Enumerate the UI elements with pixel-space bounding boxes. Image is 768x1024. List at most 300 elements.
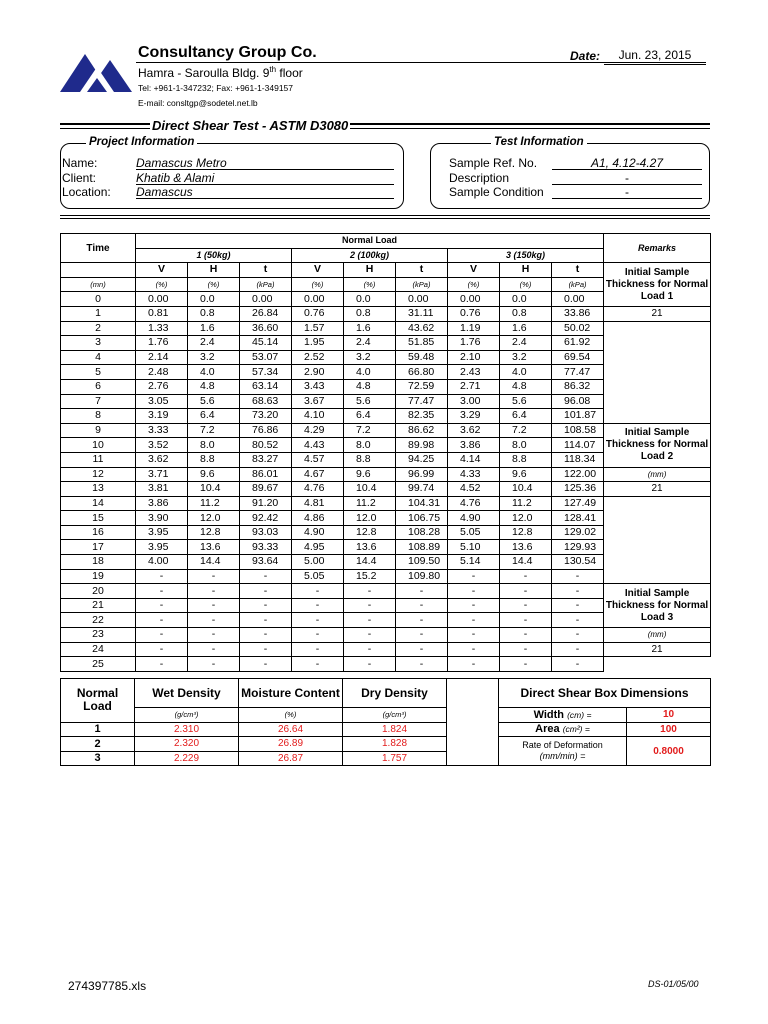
data-cell: 66.80 bbox=[396, 365, 448, 380]
data-cell: 4.0 bbox=[188, 365, 240, 380]
data-cell: 129.02 bbox=[552, 525, 604, 540]
column-unit: (%) bbox=[344, 277, 396, 292]
data-cell: 5.05 bbox=[448, 525, 500, 540]
data-cell: - bbox=[552, 642, 604, 657]
data-cell: 89.98 bbox=[396, 438, 448, 453]
data-cell: 1.33 bbox=[136, 321, 188, 336]
time-cell: 23 bbox=[61, 628, 136, 643]
company-address: Hamra - Saroulla Bldg. 9th floor bbox=[138, 65, 303, 80]
column-letter: V bbox=[136, 263, 188, 278]
data-cell: 4.76 bbox=[292, 482, 344, 497]
data-cell: 7.2 bbox=[344, 423, 396, 438]
data-cell: 2.4 bbox=[500, 336, 552, 351]
data-cell: - bbox=[500, 657, 552, 672]
data-cell: 3.71 bbox=[136, 467, 188, 482]
data-cell: 72.59 bbox=[396, 379, 448, 394]
moisture-value: 26.64 bbox=[239, 722, 343, 737]
data-cell: 4.00 bbox=[136, 555, 188, 570]
time-cell: 17 bbox=[61, 540, 136, 555]
data-cell: 12.8 bbox=[500, 525, 552, 540]
wet-density-value: 2.310 bbox=[135, 722, 239, 737]
density-row bbox=[61, 751, 447, 766]
data-cell: - bbox=[188, 642, 240, 657]
data-cell: - bbox=[136, 628, 188, 643]
data-cell: 5.6 bbox=[188, 394, 240, 409]
data-cell: 0.00 bbox=[396, 292, 448, 307]
wet-density-unit: (g/cm³) bbox=[135, 708, 239, 723]
description-label: Description bbox=[449, 171, 510, 185]
data-cell: 11.2 bbox=[500, 496, 552, 511]
data-cell: 125.36 bbox=[552, 482, 604, 497]
rate-value: 0.8000 bbox=[627, 737, 711, 766]
data-cell: 118.34 bbox=[552, 452, 604, 467]
data-cell: 1.95 bbox=[292, 336, 344, 351]
data-cell: 92.42 bbox=[240, 511, 292, 526]
moisture-value: 26.89 bbox=[239, 737, 343, 752]
time-cell: 12 bbox=[61, 467, 136, 482]
data-cell: 6.4 bbox=[188, 409, 240, 424]
time-header: Time bbox=[61, 234, 136, 263]
data-cell: 96.99 bbox=[396, 467, 448, 482]
data-cell: 108.28 bbox=[396, 525, 448, 540]
data-cell: 3.2 bbox=[500, 350, 552, 365]
test-info-title: Test Information bbox=[491, 136, 587, 148]
data-cell: - bbox=[344, 657, 396, 672]
column-letter: t bbox=[396, 263, 448, 278]
column-unit: (%) bbox=[136, 277, 188, 292]
data-cell: 6.4 bbox=[344, 409, 396, 424]
data-cell: 12.8 bbox=[188, 525, 240, 540]
width-value: 10 bbox=[627, 708, 711, 723]
data-cell: 2.90 bbox=[292, 365, 344, 380]
data-cell: 4.52 bbox=[448, 482, 500, 497]
data-cell: 2.52 bbox=[292, 350, 344, 365]
data-cell: 12.0 bbox=[188, 511, 240, 526]
data-cell: - bbox=[240, 569, 292, 584]
data-cell: 3.05 bbox=[136, 394, 188, 409]
data-cell: 14.4 bbox=[500, 555, 552, 570]
data-cell: 8.0 bbox=[500, 438, 552, 453]
project-info-title: Project Information bbox=[86, 136, 197, 148]
data-cell: 4.76 bbox=[448, 496, 500, 511]
data-cell: 80.52 bbox=[240, 438, 292, 453]
data-cell: - bbox=[396, 598, 448, 613]
time-cell: 7 bbox=[61, 394, 136, 409]
data-cell: - bbox=[448, 613, 500, 628]
time-cell: 14 bbox=[61, 496, 136, 511]
data-cell: 91.20 bbox=[240, 496, 292, 511]
data-cell: 4.33 bbox=[448, 467, 500, 482]
blank-cell bbox=[61, 263, 136, 278]
data-cell: 4.14 bbox=[448, 452, 500, 467]
data-cell: 3.90 bbox=[136, 511, 188, 526]
date-label: Date: bbox=[570, 49, 601, 63]
table-row bbox=[61, 584, 711, 599]
data-cell: 76.86 bbox=[240, 423, 292, 438]
data-cell: 51.85 bbox=[396, 336, 448, 351]
data-cell: 9.6 bbox=[188, 467, 240, 482]
column-unit: (kPa) bbox=[240, 277, 292, 292]
data-cell: - bbox=[188, 598, 240, 613]
column-letter: H bbox=[188, 263, 240, 278]
data-cell: 4.67 bbox=[292, 467, 344, 482]
data-cell: 4.86 bbox=[292, 511, 344, 526]
data-cell: 3.62 bbox=[136, 452, 188, 467]
remark-value-1: 21 bbox=[604, 306, 711, 321]
remark-value-3: 21 bbox=[604, 642, 711, 657]
data-cell: 0.0 bbox=[500, 292, 552, 307]
data-cell: - bbox=[552, 657, 604, 672]
data-cell: - bbox=[344, 598, 396, 613]
data-cell: 86.32 bbox=[552, 379, 604, 394]
data-cell: - bbox=[344, 613, 396, 628]
time-cell: 18 bbox=[61, 555, 136, 570]
table-row bbox=[61, 657, 711, 672]
dry-density-value: 1.828 bbox=[343, 737, 447, 752]
table-row bbox=[61, 482, 711, 497]
data-cell: 4.95 bbox=[292, 540, 344, 555]
column-letter: H bbox=[500, 263, 552, 278]
title-rule-right bbox=[330, 123, 710, 129]
data-cell: 101.87 bbox=[552, 409, 604, 424]
remark-value-2: 21 bbox=[604, 482, 711, 497]
data-cell: 31.11 bbox=[396, 306, 448, 321]
shear-data-table bbox=[60, 233, 711, 672]
data-cell: 2.43 bbox=[448, 365, 500, 380]
data-cell: - bbox=[396, 628, 448, 643]
normal-load-col-header: Normal Load bbox=[61, 679, 135, 723]
moisture-content-header: Moisture Content bbox=[239, 679, 343, 708]
data-cell: - bbox=[188, 657, 240, 672]
data-cell: 3.2 bbox=[344, 350, 396, 365]
data-cell: 129.93 bbox=[552, 540, 604, 555]
data-cell: - bbox=[344, 584, 396, 599]
data-cell: 8.0 bbox=[188, 438, 240, 453]
data-cell: 68.63 bbox=[240, 394, 292, 409]
data-cell: - bbox=[344, 642, 396, 657]
data-cell: - bbox=[136, 657, 188, 672]
company-name: Consultancy Group Co. bbox=[138, 44, 317, 61]
data-cell: 4.57 bbox=[292, 452, 344, 467]
dry-density-value: 1.757 bbox=[343, 751, 447, 766]
data-cell: - bbox=[500, 584, 552, 599]
data-cell: - bbox=[500, 569, 552, 584]
data-cell: 11.2 bbox=[344, 496, 396, 511]
data-cell: 69.54 bbox=[552, 350, 604, 365]
moisture-unit: (%) bbox=[239, 708, 343, 723]
time-cell: 25 bbox=[61, 657, 136, 672]
data-cell: 13.6 bbox=[188, 540, 240, 555]
data-cell: - bbox=[136, 613, 188, 628]
data-cell: - bbox=[500, 642, 552, 657]
data-cell: 4.8 bbox=[344, 379, 396, 394]
data-cell: 2.71 bbox=[448, 379, 500, 394]
data-cell: - bbox=[448, 642, 500, 657]
remark-unit-2: (mm) bbox=[604, 467, 711, 482]
data-cell: 4.8 bbox=[188, 379, 240, 394]
table-row bbox=[61, 423, 711, 438]
data-cell: 2.14 bbox=[136, 350, 188, 365]
data-cell: 7.2 bbox=[188, 423, 240, 438]
time-cell: 2 bbox=[61, 321, 136, 336]
density-load: 1 bbox=[61, 722, 135, 737]
data-cell: 9.6 bbox=[344, 467, 396, 482]
remark-unit-3: (mm) bbox=[604, 628, 711, 643]
company-phone: Tel: +961-1-347232; Fax: +961-1-349157 bbox=[138, 83, 294, 93]
data-cell: 0.0 bbox=[344, 292, 396, 307]
data-cell: 6.4 bbox=[500, 409, 552, 424]
data-cell: 3.95 bbox=[136, 540, 188, 555]
data-cell: 8.8 bbox=[188, 452, 240, 467]
data-cell: 12.0 bbox=[344, 511, 396, 526]
data-cell: - bbox=[188, 569, 240, 584]
time-cell: 1 bbox=[61, 306, 136, 321]
table-row bbox=[61, 467, 711, 482]
data-cell: - bbox=[448, 628, 500, 643]
data-cell: - bbox=[448, 657, 500, 672]
data-cell: 3.00 bbox=[448, 394, 500, 409]
data-cell: 11.2 bbox=[188, 496, 240, 511]
data-cell: - bbox=[136, 569, 188, 584]
dry-density-value: 1.824 bbox=[343, 722, 447, 737]
data-cell: 14.4 bbox=[344, 555, 396, 570]
data-cell: 2.10 bbox=[448, 350, 500, 365]
data-cell: 15.2 bbox=[344, 569, 396, 584]
time-cell: 20 bbox=[61, 584, 136, 599]
column-letter: H bbox=[344, 263, 396, 278]
data-cell: 0.8 bbox=[188, 306, 240, 321]
data-cell: 8.0 bbox=[344, 438, 396, 453]
data-cell: 4.29 bbox=[292, 423, 344, 438]
data-cell: 3.62 bbox=[448, 423, 500, 438]
data-cell: - bbox=[396, 642, 448, 657]
data-cell: 3.2 bbox=[188, 350, 240, 365]
load-1-header: 1 (50kg) bbox=[136, 248, 292, 263]
column-unit: (kPa) bbox=[552, 277, 604, 292]
time-cell: 11 bbox=[61, 452, 136, 467]
data-cell: 9.6 bbox=[500, 467, 552, 482]
column-unit: (kPa) bbox=[396, 277, 448, 292]
time-cell: 19 bbox=[61, 569, 136, 584]
density-row bbox=[61, 722, 447, 737]
data-cell: 14.4 bbox=[188, 555, 240, 570]
table-row bbox=[61, 628, 711, 643]
data-cell: - bbox=[240, 628, 292, 643]
data-cell: 108.89 bbox=[396, 540, 448, 555]
density-load: 3 bbox=[61, 751, 135, 766]
data-cell: 26.84 bbox=[240, 306, 292, 321]
data-cell: - bbox=[240, 642, 292, 657]
data-cell: 36.60 bbox=[240, 321, 292, 336]
data-cell: 89.67 bbox=[240, 482, 292, 497]
data-cell: 0.76 bbox=[292, 306, 344, 321]
data-cell: - bbox=[292, 613, 344, 628]
data-cell: 4.0 bbox=[500, 365, 552, 380]
data-cell: 3.86 bbox=[448, 438, 500, 453]
data-cell: 73.20 bbox=[240, 409, 292, 424]
width-label: Width (cm) = bbox=[499, 708, 627, 723]
data-cell: - bbox=[240, 613, 292, 628]
moisture-value: 26.87 bbox=[239, 751, 343, 766]
spacer-box bbox=[446, 678, 498, 766]
data-cell: - bbox=[240, 598, 292, 613]
density-row bbox=[61, 737, 447, 752]
data-cell: 83.27 bbox=[240, 452, 292, 467]
data-cell: 7.2 bbox=[500, 423, 552, 438]
data-cell: - bbox=[552, 628, 604, 643]
data-cell: - bbox=[500, 613, 552, 628]
data-cell: 3.52 bbox=[136, 438, 188, 453]
data-cell: - bbox=[552, 569, 604, 584]
data-cell: - bbox=[136, 642, 188, 657]
data-cell: 12.0 bbox=[500, 511, 552, 526]
column-letter: t bbox=[240, 263, 292, 278]
data-cell: - bbox=[396, 613, 448, 628]
data-cell: 2.76 bbox=[136, 379, 188, 394]
section-divider bbox=[60, 215, 710, 219]
time-cell: 15 bbox=[61, 511, 136, 526]
normal-load-header: Normal Load bbox=[136, 234, 604, 249]
data-cell: - bbox=[396, 657, 448, 672]
time-cell: 13 bbox=[61, 482, 136, 497]
data-cell: - bbox=[292, 598, 344, 613]
title-text: Direct Shear Test - ASTM D3080 bbox=[152, 118, 349, 133]
project-location-label: Location: bbox=[62, 185, 111, 199]
data-cell: 45.14 bbox=[240, 336, 292, 351]
data-cell: 8.8 bbox=[344, 452, 396, 467]
data-cell: 3.67 bbox=[292, 394, 344, 409]
data-cell: - bbox=[188, 613, 240, 628]
table-row bbox=[61, 496, 711, 511]
sample-ref-label: Sample Ref. No. bbox=[449, 156, 538, 170]
data-cell: 1.19 bbox=[448, 321, 500, 336]
data-cell: 0.00 bbox=[240, 292, 292, 307]
column-letter: t bbox=[552, 263, 604, 278]
data-cell: 3.29 bbox=[448, 409, 500, 424]
table-row bbox=[61, 321, 711, 336]
project-name-value: Damascus Metro bbox=[136, 156, 394, 170]
area-label: Area (cm²) = bbox=[499, 722, 627, 737]
remark-label-2: Initial Sample Thickness for Normal Load 2 bbox=[604, 423, 711, 467]
data-cell: - bbox=[552, 584, 604, 599]
data-cell: 127.49 bbox=[552, 496, 604, 511]
load-3-header: 3 (150kg) bbox=[448, 248, 604, 263]
data-cell: 59.48 bbox=[396, 350, 448, 365]
company-logo bbox=[58, 44, 134, 94]
project-location-value: Damascus bbox=[136, 185, 394, 199]
density-load: 2 bbox=[61, 737, 135, 752]
data-cell: - bbox=[292, 657, 344, 672]
data-cell: - bbox=[188, 584, 240, 599]
data-cell: 4.10 bbox=[292, 409, 344, 424]
data-cell: 33.86 bbox=[552, 306, 604, 321]
data-cell: 130.54 bbox=[552, 555, 604, 570]
column-unit: (%) bbox=[188, 277, 240, 292]
data-cell: 93.03 bbox=[240, 525, 292, 540]
data-cell: 77.47 bbox=[552, 365, 604, 380]
dry-density-header: Dry Density bbox=[343, 679, 447, 708]
data-cell: 0.81 bbox=[136, 306, 188, 321]
load-2-header: 2 (100kg) bbox=[292, 248, 448, 263]
data-cell: - bbox=[552, 598, 604, 613]
column-unit: (%) bbox=[500, 277, 552, 292]
title-rule-left bbox=[60, 123, 150, 129]
time-cell: 3 bbox=[61, 336, 136, 351]
data-cell: 1.6 bbox=[344, 321, 396, 336]
project-client-value: Khatib & Alami bbox=[136, 171, 394, 185]
data-cell: 94.25 bbox=[396, 452, 448, 467]
data-cell: 5.6 bbox=[500, 394, 552, 409]
data-cell: 3.86 bbox=[136, 496, 188, 511]
data-cell: - bbox=[136, 584, 188, 599]
data-cell: 5.10 bbox=[448, 540, 500, 555]
data-cell: 1.76 bbox=[448, 336, 500, 351]
dry-density-unit: (g/cm³) bbox=[343, 708, 447, 723]
data-cell: 4.81 bbox=[292, 496, 344, 511]
data-cell: - bbox=[552, 613, 604, 628]
data-cell: 12.8 bbox=[344, 525, 396, 540]
data-cell: 93.33 bbox=[240, 540, 292, 555]
data-cell: 99.74 bbox=[396, 482, 448, 497]
data-cell: 114.07 bbox=[552, 438, 604, 453]
data-cell: 0.00 bbox=[448, 292, 500, 307]
data-cell: - bbox=[240, 657, 292, 672]
date-value: Jun. 23, 2015 bbox=[604, 48, 706, 65]
data-cell: - bbox=[240, 584, 292, 599]
document-code: DS-01/05/00 bbox=[648, 979, 699, 989]
data-cell: 10.4 bbox=[344, 482, 396, 497]
data-cell: 0.76 bbox=[448, 306, 500, 321]
data-cell: 0.00 bbox=[552, 292, 604, 307]
column-unit: (%) bbox=[292, 277, 344, 292]
remark-blank bbox=[604, 496, 711, 584]
data-cell: 61.92 bbox=[552, 336, 604, 351]
data-cell: 86.62 bbox=[396, 423, 448, 438]
data-cell: 108.58 bbox=[552, 423, 604, 438]
data-cell: 2.4 bbox=[188, 336, 240, 351]
table-row bbox=[61, 306, 711, 321]
project-name-label: Name: bbox=[62, 156, 98, 170]
data-cell: 4.0 bbox=[344, 365, 396, 380]
data-cell: 3.81 bbox=[136, 482, 188, 497]
data-cell: 0.00 bbox=[292, 292, 344, 307]
data-cell: 3.43 bbox=[292, 379, 344, 394]
file-name: 274397785.xls bbox=[68, 979, 147, 993]
wet-density-value: 2.320 bbox=[135, 737, 239, 752]
data-cell: - bbox=[292, 584, 344, 599]
data-cell: 0.00 bbox=[136, 292, 188, 307]
density-table bbox=[60, 678, 447, 766]
data-cell: 93.64 bbox=[240, 555, 292, 570]
data-cell: - bbox=[448, 569, 500, 584]
time-cell: 5 bbox=[61, 365, 136, 380]
time-unit: (mn) bbox=[61, 277, 136, 292]
shear-box-dimensions bbox=[498, 678, 711, 766]
table-row bbox=[61, 642, 711, 657]
data-cell: 104.31 bbox=[396, 496, 448, 511]
data-cell: - bbox=[500, 628, 552, 643]
data-cell: 3.19 bbox=[136, 409, 188, 424]
data-cell: - bbox=[292, 628, 344, 643]
data-cell: 57.34 bbox=[240, 365, 292, 380]
data-cell: 2.4 bbox=[344, 336, 396, 351]
data-cell: 109.80 bbox=[396, 569, 448, 584]
data-cell: 0.8 bbox=[500, 306, 552, 321]
time-cell: 10 bbox=[61, 438, 136, 453]
data-cell: 1.57 bbox=[292, 321, 344, 336]
company-email: E-mail: consltgp@sodetel.net.lb bbox=[138, 98, 258, 108]
data-cell: - bbox=[136, 598, 188, 613]
